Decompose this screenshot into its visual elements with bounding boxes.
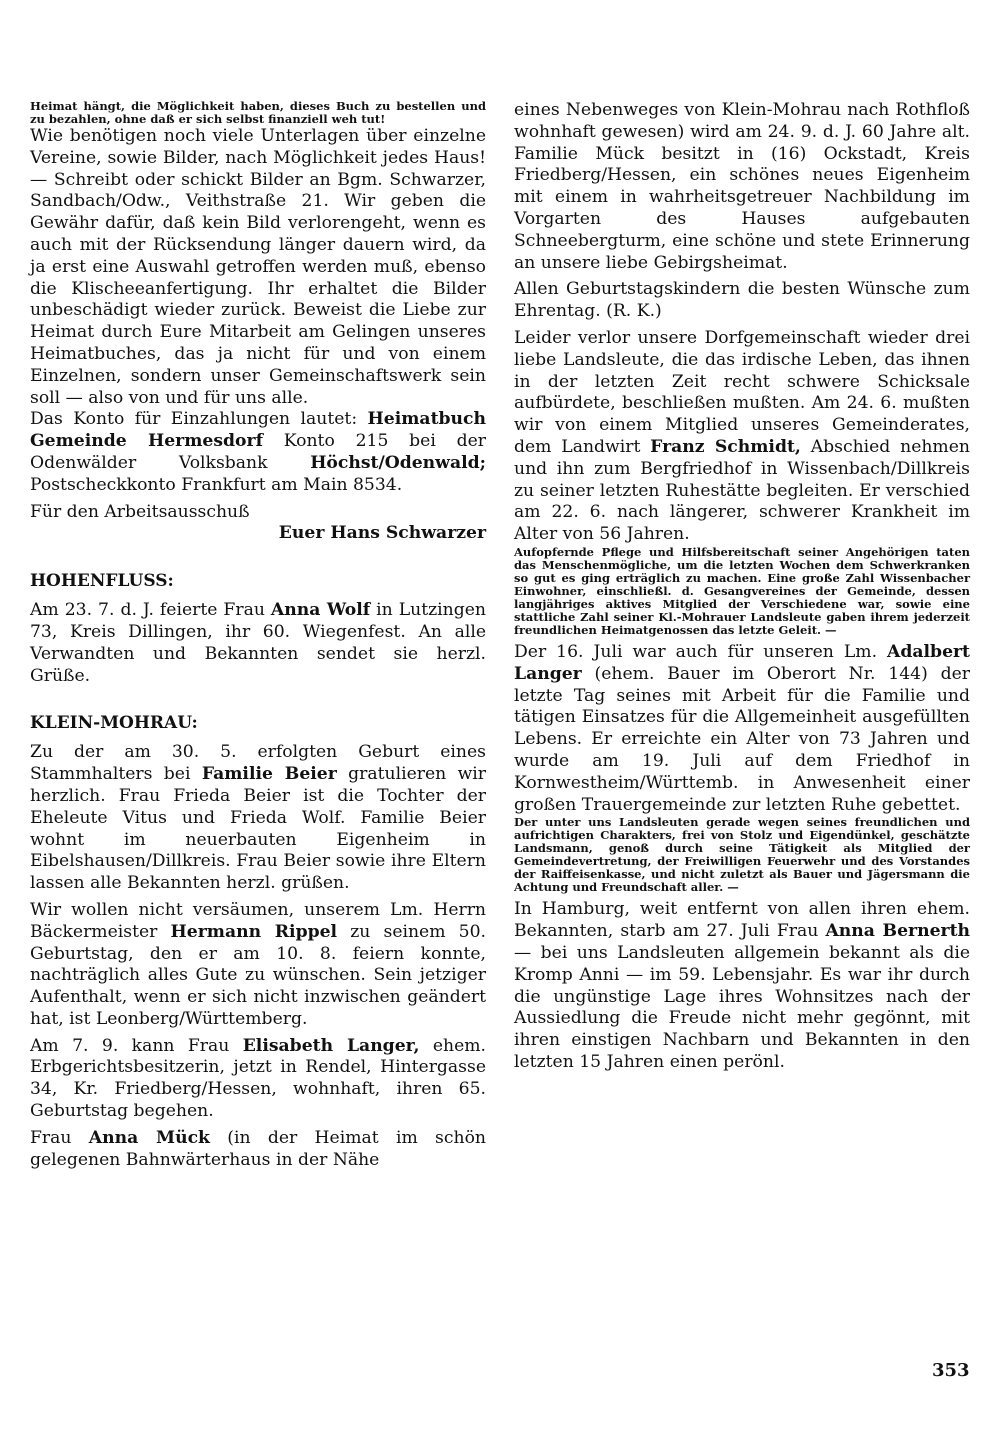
intro-paragraph-small: Heimat hängt, die Möglichkeit haben, dieses Buch zu bestellen und zu bezahlen, ohne daß er sich selbst finanziell weh tut!	[30, 99, 486, 126]
right-column	[514, 100, 970, 1074]
text-segment: Frau	[30, 1127, 89, 1148]
text-segment: Konto 215 bei der Odenwälder Volksbank	[30, 431, 486, 473]
paragraph-elisabeth-langer	[30, 1036, 486, 1123]
bold-account-name: Heimatbuch Gemeinde Hermesdorf	[30, 409, 486, 452]
paragraph-bank-account	[30, 409, 486, 496]
paragraph-anna-mueck	[30, 1128, 486, 1172]
left-column	[30, 100, 486, 1171]
paragraph-mueck-continued: eines Nebenweges von Klein-Mohrau nach Rothfloß wohnhaft gewesen) wird am 24. 9. d. J. 60 Jahre alt. Familie Mück besitzt in (16) Ockstadt, Kreis Friedberg/Hessen, ein schönes neues Eigenheim mit einem in wahrheitsgetreuer Nachbildung im Vorgarten des Hauses aufgebauten Schneebergturm, eine schöne und stete Erinnerung an unsere liebe Gebirgsheimat.	[514, 100, 970, 273]
bold-name: Adalbert Langer	[514, 641, 970, 684]
text-segment: Abschied nehmen und ihn zum Bergfriedhof in Wissenbach/Dillkreis zu seiner letzten Ruhestätte begleiten. Er verschied am 22. 6. nach längerer, schwerer Krankheit im Alter von 56 Jahren.	[514, 436, 970, 545]
paragraph-familie-beier	[30, 742, 486, 895]
text-segment: In Hamburg, weit entfernt von allen ihren ehem. Bekannten, starb am 27. Juli Frau	[514, 899, 970, 942]
bold-name: Anna Mück	[88, 1127, 210, 1148]
bold-name: Anna Wolf	[270, 600, 371, 621]
text-segment: Am 7. 9. kann Frau	[30, 1035, 243, 1056]
text-segment: Der 16. Juli war auch für unseren Lm.	[514, 641, 888, 662]
text-segment: Postscheckkonto Frankfurt am Main 8534.	[30, 474, 403, 495]
bold-name: Elisabeth Langer,	[242, 1035, 420, 1056]
text-segment: Wir wollen nicht versäumen, unserem Lm. Herrn Bäckermeister	[30, 899, 486, 942]
text-segment: gratulieren wir herzlich. Frau Frieda Beier ist die Tochter der Eheleute Vitus und Frieda Wolf. Familie Beier wohnt im neuerbauten Eigenheim in Eibelshausen/Dillkreis. Frau Beier sowie ihre Eltern lassen alle Bekannten herzl. grüßen.	[30, 764, 486, 894]
paragraph-franz-schmidt	[514, 328, 970, 546]
text-segment: ehem. Erbgerichtsbesitzerin, jetzt in Rendel, Hintergasse 34, Kr. Friedberg/Hessen, wohnhaft, ihren 65. Geburtstag begehen.	[30, 1035, 486, 1122]
page-number: 353	[932, 1360, 970, 1381]
paragraph-small-langer-tribute: Der unter uns Landsleuten gerade wegen seines freundlichen und aufrichtigen Charakters, frei von Stolz und Eigendünkel, geschätzte Landsmann, genoß durch seine Tätigkeit als Mitglied der Gemeindevertretung, der Freiwilligen Feuerwehr und des Vorstandes der Raiffeisenkasse, und nicht zuletzt als Bauer und Jägersmann die Achtung und Freundschaft aller. —	[514, 815, 970, 895]
signature: Euer Hans Schwarzer	[278, 523, 486, 544]
text-segment: Am 23. 7. d. J. feierte Frau	[30, 600, 271, 621]
bold-name: Hermann Rippel	[170, 921, 338, 942]
text-segment: Das Konto für Einzahlungen lautet:	[30, 409, 368, 430]
paragraph-photo-request: Wie benötigen noch viele Unterlagen über einzelne Vereine, sowie Bilder, nach Möglichkeit jedes Haus! — Schreibt oder schickt Bilder an Bgm. Schwarzer, Sandbach/Odw., Veithstraße 21. Wir geben die Gewähr dafür, daß kein Bild verlorengeht, wenn es auch mit der Rücksendung länger dauern wird, da ja erst eine Auswahl getroffen werden muß, ebenso die Klischeeanfertigung. Ihr erhaltet die Bilder unbeschädigt wieder zurück. Beweist die Liebe zur Heimat durch Eure Mitarbeit am Gelingen unseres Heimatbuches, das ja nicht für und von einem Einzelnen, sondern unser Gemeinschaftswerk sein soll — also von und für uns alle.	[30, 126, 486, 408]
text-segment: Leider verlor unsere Dorfgemeinschaft wieder drei liebe Landsleute, die das irdische Leben, das ihnen in der letzten Zeit recht schwere Schicksale aufbürdete, beschließen mußten. Am 24. 6. mußten wir von einem Mitglied unseres Gemeinderates, dem Landwirt	[514, 327, 970, 457]
section-heading-hohenfluss: HOHENFLUSS:	[30, 571, 174, 592]
paragraph-small-schmidt-tribute: Aufopfernde Pflege und Hilfsbereitschaft seiner Angehörigen taten das Menschenmögliche, um die letzten Wochen dem Schwerkranken so gut es ging erträglich zu machen. Eine große Zahl Wissenbacher Einwohner, einschließl. d. Gesangvereines der Gemeinde, dessen langjähriges aktives Mitglied der Verschiedene war, sowie eine stattliche Zahl seiner Kl.-Mohrauer Landsleute gaben ihrem jederzeit freundlichen Heimatgenossen das letzte Geleit. —	[514, 544, 970, 637]
paragraph-adalbert-langer	[514, 642, 970, 816]
text-segment: in Lutzingen 73, Kreis Dillingen, ihr 60. Wiegenfest. An alle Verwandten und Bekannten sendet sie herzl. Grüße.	[30, 600, 486, 686]
paragraph-committee: Für den Arbeitsausschuß	[30, 501, 250, 522]
bold-bank-location: Höchst/Odenwald;	[310, 452, 486, 473]
paragraph-anna-bernerth	[514, 899, 970, 1073]
section-heading-klein-mohrau: KLEIN-MOHRAU:	[30, 713, 198, 734]
text-segment: (ehem. Bauer im Oberort Nr. 144) der letzte Tag seines mit Arbeit für die Familie und tätigen Einsatzes für die Allgemeinheit ausgefüllten Lebens. Er erreichte ein Alter von 73 Jahren und wurde am 19. Juli auf dem Friedhof in Kornwestheim/Württemb. in Anwesenheit einer großen Trauergemeinde zur letzten Ruhe gebettet.	[514, 663, 970, 815]
bold-name: Anna Bernerth	[825, 921, 971, 942]
text-segment: Zu der am 30. 5. erfolgten Geburt eines Stammhalters bei	[30, 742, 486, 785]
paragraph-hermann-rippel	[30, 900, 486, 1031]
bold-name: Franz Schmidt,	[650, 436, 801, 457]
text-segment: — bei uns Landsleuten allgemein bekannt als die Kromp Anni — im 59. Lebensjahr. Es war ihr durch die ungünstige Lage ihres Wohnsitzes nach der Aussiedlung die Freude nicht mehr gegönnt, mit ihren einstigen Nachbarn und Bekannten in den letzten 15 Jahren einen perönl.	[514, 942, 970, 1072]
paragraph-anna-wolf	[30, 600, 486, 687]
bold-name: Familie Beier	[201, 764, 337, 785]
paragraph-birthday-wishes: Allen Geburtstagskindern die besten Wünsche zum Ehrentag. (R. K.)	[514, 279, 970, 322]
text-segment: (in der Heimat im schön gelegenen Bahnwärterhaus in der Nähe	[30, 1127, 486, 1170]
text-segment: zu seinem 50. Geburtstag, den er am 10. 8. feiern konnte, nachträglich alles Gute zu wünschen. Sein jetziger Aufenthalt, wenn er sich nicht inzwischen geändert hat, ist Leonberg/Württemberg.	[30, 921, 486, 1029]
